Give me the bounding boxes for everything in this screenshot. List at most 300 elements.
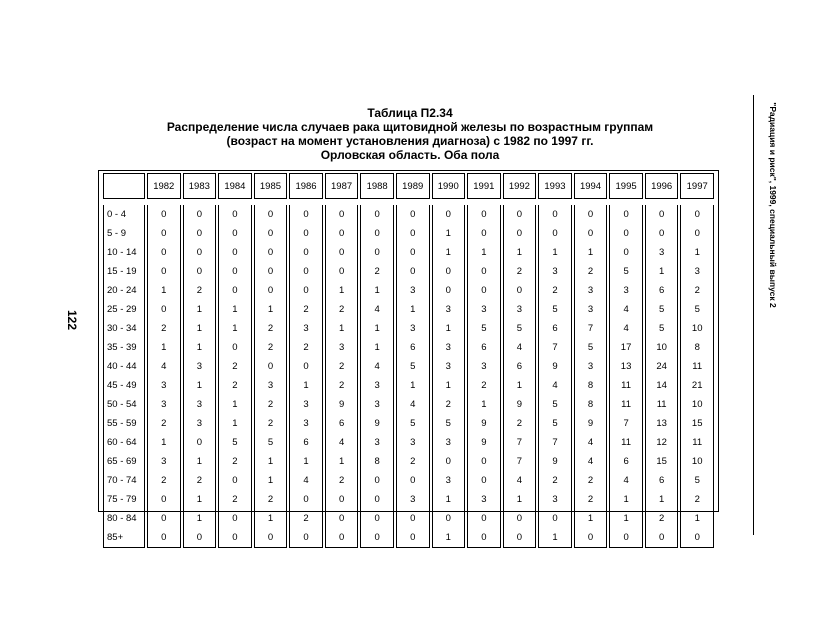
case-count-cell: 2	[680, 490, 714, 509]
table-caption: Распределение числа случаев рака щитовидной железы по возрастным группам	[166, 120, 654, 134]
table-caption-region: Орловская область. Оба пола	[320, 148, 500, 162]
case-count-cell: 4	[147, 357, 181, 376]
case-count-cell: 2	[147, 471, 181, 490]
case-count-cell: 3	[467, 357, 501, 376]
age-group-label: 55 - 59	[103, 414, 145, 433]
case-count-cell: 1	[218, 395, 252, 414]
case-count-cell: 5	[538, 395, 572, 414]
table-title-block	[100, 106, 720, 162]
case-count-cell: 1	[183, 300, 217, 319]
case-count-cell: 1	[574, 243, 608, 262]
case-count-cell: 10	[645, 338, 679, 357]
case-count-cell: 2	[325, 376, 359, 395]
case-count-cell: 0	[218, 528, 252, 548]
case-count-cell: 6	[538, 319, 572, 338]
case-count-cell: 3	[538, 262, 572, 281]
case-count-cell: 0	[325, 205, 359, 224]
case-count-cell: 0	[254, 262, 288, 281]
case-count-cell: 2	[432, 395, 466, 414]
case-count-cell: 0	[680, 205, 714, 224]
case-count-cell: 2	[289, 338, 323, 357]
case-count-cell: 0	[147, 300, 181, 319]
case-count-cell: 0	[396, 243, 430, 262]
case-count-cell: 2	[574, 490, 608, 509]
case-count-cell: 2	[467, 376, 501, 395]
table-row	[103, 319, 714, 338]
case-count-cell: 0	[503, 528, 537, 548]
case-count-cell: 7	[574, 319, 608, 338]
case-count-cell: 0	[396, 471, 430, 490]
case-count-cell: 5	[467, 319, 501, 338]
case-count-cell: 0	[360, 509, 394, 528]
year-header: 1995	[609, 173, 643, 199]
case-count-cell: 2	[254, 414, 288, 433]
case-count-cell: 4	[574, 433, 608, 452]
case-count-cell: 2	[574, 471, 608, 490]
case-count-cell: 0	[325, 224, 359, 243]
year-header: 1997	[680, 173, 714, 199]
case-count-cell: 0	[147, 490, 181, 509]
case-count-cell: 0	[360, 224, 394, 243]
case-count-cell: 0	[432, 452, 466, 471]
case-count-cell: 0	[645, 205, 679, 224]
case-count-cell: 0	[360, 243, 394, 262]
page-number: 122	[65, 309, 80, 331]
case-count-cell: 0	[645, 224, 679, 243]
case-count-cell: 3	[289, 395, 323, 414]
case-count-cell: 6	[289, 433, 323, 452]
case-count-cell: 1	[360, 281, 394, 300]
case-count-cell: 4	[325, 433, 359, 452]
case-count-cell: 0	[609, 243, 643, 262]
case-count-cell: 9	[538, 357, 572, 376]
case-count-cell: 2	[218, 452, 252, 471]
case-count-cell: 0	[289, 224, 323, 243]
case-count-cell: 2	[254, 319, 288, 338]
case-count-cell: 1	[254, 509, 288, 528]
year-header: 1985	[254, 173, 288, 199]
year-header: 1996	[645, 173, 679, 199]
case-count-cell: 15	[645, 452, 679, 471]
table-row	[103, 509, 714, 528]
case-count-cell: 5	[609, 262, 643, 281]
case-count-cell: 2	[503, 262, 537, 281]
case-count-cell: 0	[396, 509, 430, 528]
case-count-cell: 1	[574, 509, 608, 528]
case-count-cell: 1	[680, 243, 714, 262]
case-count-cell: 0	[183, 262, 217, 281]
age-group-label: 25 - 29	[103, 300, 145, 319]
case-count-cell: 1	[183, 376, 217, 395]
case-count-cell: 17	[609, 338, 643, 357]
case-count-cell: 2	[538, 281, 572, 300]
case-count-cell: 0	[289, 357, 323, 376]
case-count-cell: 3	[147, 376, 181, 395]
case-count-cell: 1	[396, 376, 430, 395]
table-row	[103, 452, 714, 471]
case-count-cell: 0	[325, 490, 359, 509]
case-count-cell: 5	[538, 414, 572, 433]
table-number: Таблица П2.34	[367, 106, 453, 120]
case-count-cell: 0	[218, 338, 252, 357]
case-count-cell: 6	[396, 338, 430, 357]
case-count-cell: 4	[503, 471, 537, 490]
case-count-cell: 1	[609, 490, 643, 509]
case-count-cell: 11	[680, 433, 714, 452]
case-count-cell: 1	[254, 452, 288, 471]
year-header: 1994	[574, 173, 608, 199]
case-count-cell: 0	[147, 224, 181, 243]
case-count-cell: 0	[218, 471, 252, 490]
case-count-cell: 9	[503, 395, 537, 414]
case-count-cell: 0	[289, 281, 323, 300]
case-count-cell: 6	[503, 357, 537, 376]
case-count-cell: 1	[538, 243, 572, 262]
case-count-cell: 2	[503, 414, 537, 433]
case-count-cell: 4	[609, 300, 643, 319]
case-count-cell: 1	[503, 376, 537, 395]
data-table	[101, 173, 716, 548]
case-count-cell: 0	[680, 528, 714, 548]
table-body	[103, 205, 714, 548]
case-count-cell: 0	[503, 224, 537, 243]
case-count-cell: 1	[432, 376, 466, 395]
case-count-cell: 3	[183, 395, 217, 414]
case-count-cell: 11	[645, 395, 679, 414]
case-count-cell: 2	[325, 471, 359, 490]
case-count-cell: 2	[396, 452, 430, 471]
case-count-cell: 3	[147, 452, 181, 471]
age-group-label: 60 - 64	[103, 433, 145, 452]
case-count-cell: 2	[360, 262, 394, 281]
case-count-cell: 0	[183, 243, 217, 262]
case-count-cell: 0	[467, 262, 501, 281]
case-count-cell: 0	[396, 205, 430, 224]
case-count-cell: 0	[147, 205, 181, 224]
case-count-cell: 2	[289, 509, 323, 528]
year-header: 1989	[396, 173, 430, 199]
case-count-cell: 5	[645, 319, 679, 338]
case-count-cell: 0	[147, 509, 181, 528]
age-group-label: 5 - 9	[103, 224, 145, 243]
case-count-cell: 3	[574, 357, 608, 376]
case-count-cell: 1	[183, 490, 217, 509]
case-count-cell: 0	[467, 224, 501, 243]
case-count-cell: 1	[183, 452, 217, 471]
case-count-cell: 0	[218, 262, 252, 281]
case-count-cell: 0	[467, 205, 501, 224]
case-count-cell: 3	[467, 490, 501, 509]
table-row	[103, 243, 714, 262]
case-count-cell: 2	[680, 281, 714, 300]
case-count-cell: 1	[396, 300, 430, 319]
case-count-cell: 3	[432, 471, 466, 490]
case-count-cell: 1	[147, 433, 181, 452]
case-count-cell: 0	[218, 243, 252, 262]
case-count-cell: 1	[645, 262, 679, 281]
case-count-cell: 0	[538, 205, 572, 224]
case-count-cell: 4	[609, 319, 643, 338]
case-count-cell: 0	[289, 243, 323, 262]
case-count-cell: 9	[538, 452, 572, 471]
case-count-cell: 6	[609, 452, 643, 471]
case-count-cell: 1	[289, 376, 323, 395]
case-count-cell: 0	[467, 471, 501, 490]
case-count-cell: 2	[183, 281, 217, 300]
case-count-cell: 0	[254, 243, 288, 262]
case-count-cell: 0	[360, 205, 394, 224]
table-row	[103, 281, 714, 300]
case-count-cell: 0	[503, 509, 537, 528]
case-count-cell: 1	[538, 528, 572, 548]
case-count-cell: 1	[467, 395, 501, 414]
case-count-cell: 2	[574, 262, 608, 281]
case-count-cell: 3	[467, 300, 501, 319]
case-count-cell: 0	[325, 262, 359, 281]
case-count-cell: 3	[574, 300, 608, 319]
case-count-cell: 3	[609, 281, 643, 300]
case-count-cell: 13	[645, 414, 679, 433]
case-count-cell: 1	[680, 509, 714, 528]
case-count-cell: 0	[432, 205, 466, 224]
case-count-cell: 0	[538, 509, 572, 528]
case-count-cell: 0	[432, 509, 466, 528]
case-count-cell: 15	[680, 414, 714, 433]
case-count-cell: 7	[538, 433, 572, 452]
case-count-cell: 3	[360, 433, 394, 452]
case-count-cell: 5	[645, 300, 679, 319]
case-count-cell: 0	[289, 490, 323, 509]
case-count-cell: 11	[609, 376, 643, 395]
case-count-cell: 2	[325, 300, 359, 319]
table-row	[103, 338, 714, 357]
case-count-cell: 1	[325, 452, 359, 471]
year-header: 1982	[147, 173, 181, 199]
case-count-cell: 0	[218, 509, 252, 528]
table-row	[103, 490, 714, 509]
case-count-cell: 1	[609, 509, 643, 528]
case-count-cell: 1	[432, 319, 466, 338]
year-header: 1988	[360, 173, 394, 199]
case-count-cell: 2	[538, 471, 572, 490]
case-count-cell: 1	[147, 338, 181, 357]
case-count-cell: 5	[396, 357, 430, 376]
case-count-cell: 3	[503, 300, 537, 319]
case-count-cell: 0	[574, 205, 608, 224]
case-count-cell: 0	[360, 471, 394, 490]
case-count-cell: 0	[218, 281, 252, 300]
age-group-label: 70 - 74	[103, 471, 145, 490]
case-count-cell: 1	[432, 224, 466, 243]
case-count-cell: 3	[396, 281, 430, 300]
case-count-cell: 3	[432, 357, 466, 376]
case-count-cell: 8	[574, 395, 608, 414]
case-count-cell: 2	[147, 414, 181, 433]
age-group-label: 85+	[103, 528, 145, 548]
case-count-cell: 1	[325, 281, 359, 300]
case-count-cell: 11	[680, 357, 714, 376]
case-count-cell: 7	[609, 414, 643, 433]
case-count-cell: 0	[609, 528, 643, 548]
age-group-label: 15 - 19	[103, 262, 145, 281]
case-count-cell: 0	[396, 528, 430, 548]
age-group-label: 75 - 79	[103, 490, 145, 509]
age-group-label: 80 - 84	[103, 509, 145, 528]
case-count-cell: 0	[254, 205, 288, 224]
case-count-cell: 5	[680, 471, 714, 490]
case-count-cell: 3	[645, 243, 679, 262]
case-count-cell: 0	[609, 224, 643, 243]
case-count-cell: 0	[289, 262, 323, 281]
case-count-cell: 2	[254, 338, 288, 357]
table-row	[103, 395, 714, 414]
case-count-cell: 5	[396, 414, 430, 433]
case-count-cell: 10	[680, 319, 714, 338]
data-table-frame	[98, 170, 719, 543]
case-count-cell: 4	[609, 471, 643, 490]
case-count-cell: 1	[645, 490, 679, 509]
case-count-cell: 5	[218, 433, 252, 452]
case-count-cell: 0	[396, 262, 430, 281]
table-row	[103, 357, 714, 376]
case-count-cell: 0	[325, 509, 359, 528]
case-count-cell: 5	[503, 319, 537, 338]
case-count-cell: 24	[645, 357, 679, 376]
case-count-cell: 1	[360, 338, 394, 357]
case-count-cell: 3	[396, 433, 430, 452]
case-count-cell: 14	[645, 376, 679, 395]
case-count-cell: 3	[432, 338, 466, 357]
case-count-cell: 3	[538, 490, 572, 509]
case-count-cell: 11	[609, 433, 643, 452]
table-row	[103, 300, 714, 319]
year-header: 1987	[325, 173, 359, 199]
case-count-cell: 0	[325, 243, 359, 262]
case-count-cell: 0	[183, 528, 217, 548]
case-count-cell: 2	[254, 490, 288, 509]
case-count-cell: 5	[432, 414, 466, 433]
case-count-cell: 1	[218, 319, 252, 338]
case-count-cell: 10	[680, 452, 714, 471]
case-count-cell: 3	[360, 395, 394, 414]
case-count-cell: 4	[503, 338, 537, 357]
table-caption-period: (возраст на момент установления диагноза) с 1982 по 1997 гг.	[226, 134, 594, 148]
case-count-cell: 1	[183, 338, 217, 357]
case-count-cell: 4	[538, 376, 572, 395]
case-count-cell: 0	[254, 281, 288, 300]
case-count-cell: 0	[432, 281, 466, 300]
age-group-label: 65 - 69	[103, 452, 145, 471]
case-count-cell: 1	[254, 300, 288, 319]
case-count-cell: 0	[467, 281, 501, 300]
age-group-label: 30 - 34	[103, 319, 145, 338]
case-count-cell: 3	[289, 414, 323, 433]
case-count-cell: 1	[289, 452, 323, 471]
case-count-cell: 6	[645, 281, 679, 300]
case-count-cell: 3	[432, 300, 466, 319]
case-count-cell: 2	[218, 490, 252, 509]
case-count-cell: 0	[574, 528, 608, 548]
case-count-cell: 2	[218, 376, 252, 395]
year-header: 1983	[183, 173, 217, 199]
table-row	[103, 224, 714, 243]
case-count-cell: 2	[289, 300, 323, 319]
case-count-cell: 21	[680, 376, 714, 395]
case-count-cell: 3	[360, 376, 394, 395]
case-count-cell: 0	[289, 205, 323, 224]
table-row	[103, 528, 714, 548]
case-count-cell: 10	[680, 395, 714, 414]
case-count-cell: 0	[396, 224, 430, 243]
age-group-label: 10 - 14	[103, 243, 145, 262]
case-count-cell: 5	[254, 433, 288, 452]
case-count-cell: 0	[645, 528, 679, 548]
case-count-cell: 0	[360, 490, 394, 509]
year-header: 1990	[432, 173, 466, 199]
case-count-cell: 1	[432, 243, 466, 262]
table-row	[103, 205, 714, 224]
case-count-cell: 8	[360, 452, 394, 471]
case-count-cell: 1	[503, 490, 537, 509]
age-group-label: 40 - 44	[103, 357, 145, 376]
case-count-cell: 4	[360, 357, 394, 376]
year-header: 1991	[467, 173, 501, 199]
case-count-cell: 11	[609, 395, 643, 414]
running-header: "Радиация и риск", 1999, специальный выпуск 2	[768, 102, 778, 308]
case-count-cell: 6	[325, 414, 359, 433]
case-count-cell: 0	[289, 528, 323, 548]
case-count-cell: 12	[645, 433, 679, 452]
table-header-row	[103, 173, 714, 199]
age-group-label: 0 - 4	[103, 205, 145, 224]
case-count-cell: 7	[538, 338, 572, 357]
case-count-cell: 0	[147, 262, 181, 281]
table-row	[103, 262, 714, 281]
case-count-cell: 0	[254, 224, 288, 243]
case-count-cell: 0	[218, 205, 252, 224]
case-count-cell: 1	[503, 243, 537, 262]
case-count-cell: 6	[467, 338, 501, 357]
case-count-cell: 1	[218, 300, 252, 319]
case-count-cell: 1	[467, 243, 501, 262]
case-count-cell: 9	[325, 395, 359, 414]
case-count-cell: 6	[645, 471, 679, 490]
age-group-label: 35 - 39	[103, 338, 145, 357]
case-count-cell: 3	[396, 490, 430, 509]
case-count-cell: 3	[574, 281, 608, 300]
case-count-cell: 3	[147, 395, 181, 414]
case-count-cell: 0	[183, 205, 217, 224]
case-count-cell: 1	[254, 471, 288, 490]
case-count-cell: 5	[574, 338, 608, 357]
case-count-cell: 2	[254, 395, 288, 414]
margin-rule	[753, 95, 754, 535]
case-count-cell: 7	[503, 452, 537, 471]
case-count-cell: 7	[503, 433, 537, 452]
case-count-cell: 2	[183, 471, 217, 490]
table-row	[103, 376, 714, 395]
case-count-cell: 5	[680, 300, 714, 319]
case-count-cell: 3	[254, 376, 288, 395]
table-row	[103, 471, 714, 490]
case-count-cell: 1	[218, 414, 252, 433]
case-count-cell: 2	[147, 319, 181, 338]
case-count-cell: 1	[183, 509, 217, 528]
table-corner-cell	[103, 173, 145, 199]
case-count-cell: 3	[289, 319, 323, 338]
case-count-cell: 3	[183, 414, 217, 433]
case-count-cell: 9	[467, 433, 501, 452]
